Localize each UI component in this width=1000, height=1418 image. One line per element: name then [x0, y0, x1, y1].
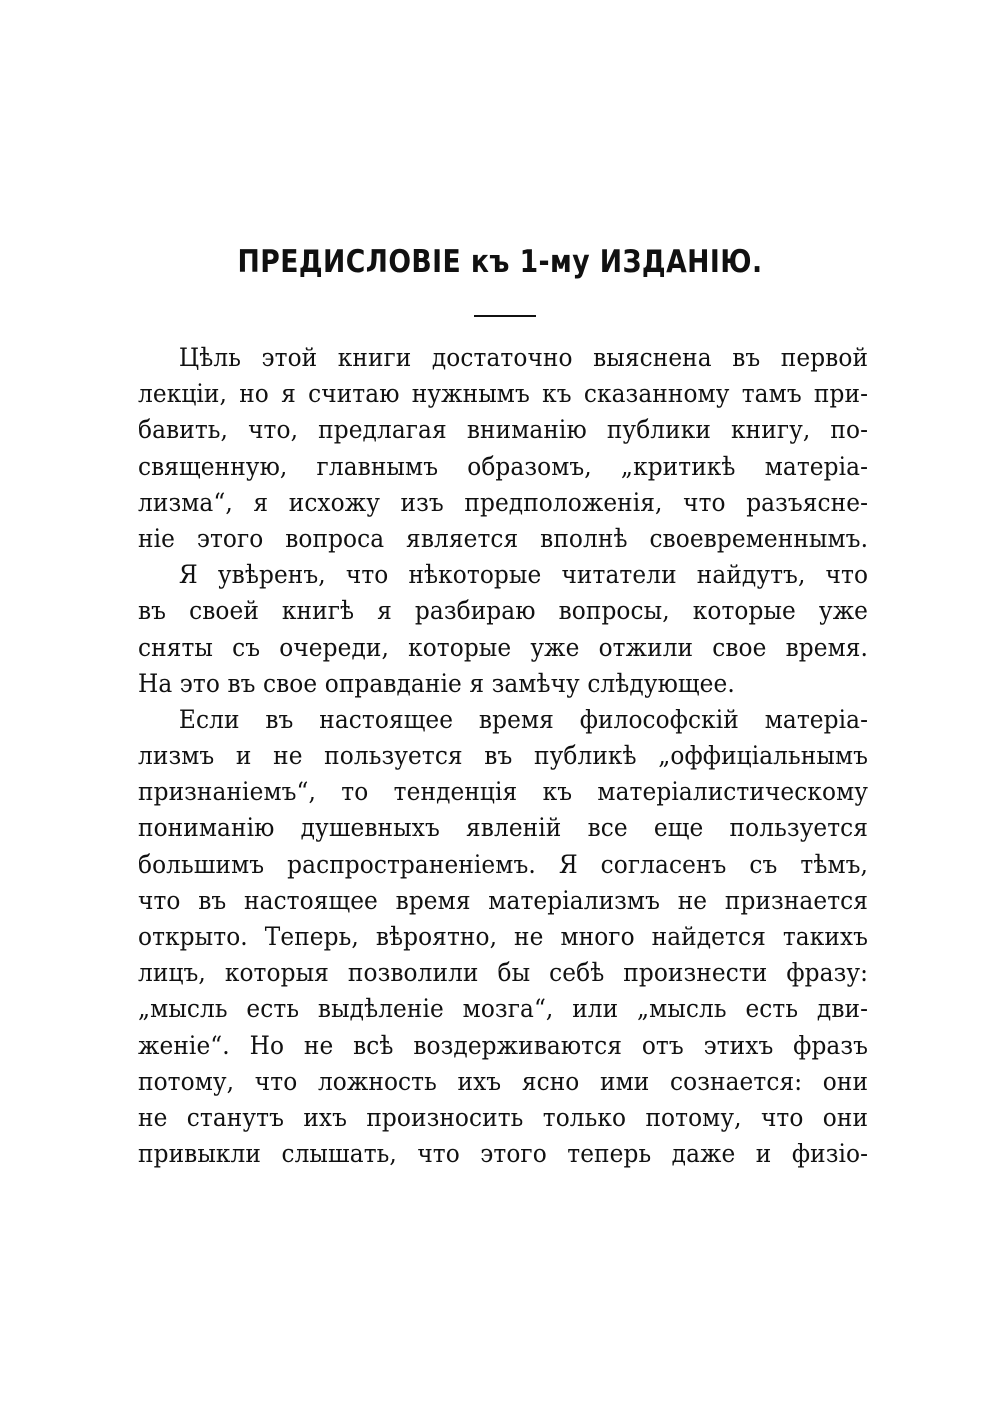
preface-text — [138, 340, 868, 1172]
text-line: лизмъ и не пользуется въ публикѣ „оффиціальнымъ — [138, 741, 869, 771]
title-divider — [474, 315, 536, 317]
text-line: что въ настоящее время матеріализмъ не признается — [138, 885, 869, 915]
text-line: лизма“, я исхожу изъ предположенія, что разъясне- — [138, 487, 869, 517]
text-line: „мысль есть выдѣленіе мозга“, или „мысль есть дви- — [138, 994, 869, 1024]
text-line: открыто. Теперь, вѣроятно, не много найдется такихъ — [138, 922, 869, 951]
text-line: лицъ, которыя позволили бы себѣ произнести фразу: — [138, 958, 869, 988]
text-line: признаніемъ“, то тенденція къ матеріалистическому — [138, 777, 869, 807]
text-line: женіе“. Но не всѣ воздерживаются отъ этихъ фразъ — [138, 1030, 869, 1060]
text-line: священную, главнымъ образомъ, „критикѣ матеріа- — [138, 451, 869, 481]
text-line: Если въ настоящее время философскій матеріа- — [178, 704, 869, 734]
page-title: ПРЕДИСЛОВІЕ къ 1-му ИЗДАНІЮ. — [237, 244, 763, 280]
text-line: На это въ свое оправданіе я замѣчу слѣдующее. — [138, 668, 735, 698]
text-line: бавить, что, предлагая вниманію публики книгу, по- — [138, 415, 869, 445]
text-line: сняты съ очереди, которые уже отжили свое время. — [138, 632, 869, 662]
text-line: не станутъ ихъ произносить только потому, что они — [138, 1102, 869, 1132]
text-line: Я увѣренъ, что нѣкоторые читатели найдутъ, что — [178, 560, 869, 590]
text-line: Цѣль этой книги достаточно выяснена въ первой — [178, 343, 869, 372]
text-line: лекціи, но я считаю нужнымъ къ сказанному тамъ при- — [138, 379, 869, 409]
text-line: привыкли слышать, что этого теперь даже и физіо- — [138, 1139, 869, 1169]
text-line: большимъ распространеніемъ. Я согласенъ съ тѣмъ, — [138, 849, 869, 879]
text-line: въ своей книгѣ я разбираю вопросы, которые уже — [138, 596, 869, 626]
text-line: ніе этого вопроса является вполнѣ своевременнымъ. — [138, 523, 869, 553]
text-line: пониманію душевныхъ явленій все еще пользуется — [138, 813, 869, 843]
text-line: потому, что ложность ихъ ясно ими сознается: они — [138, 1066, 869, 1096]
